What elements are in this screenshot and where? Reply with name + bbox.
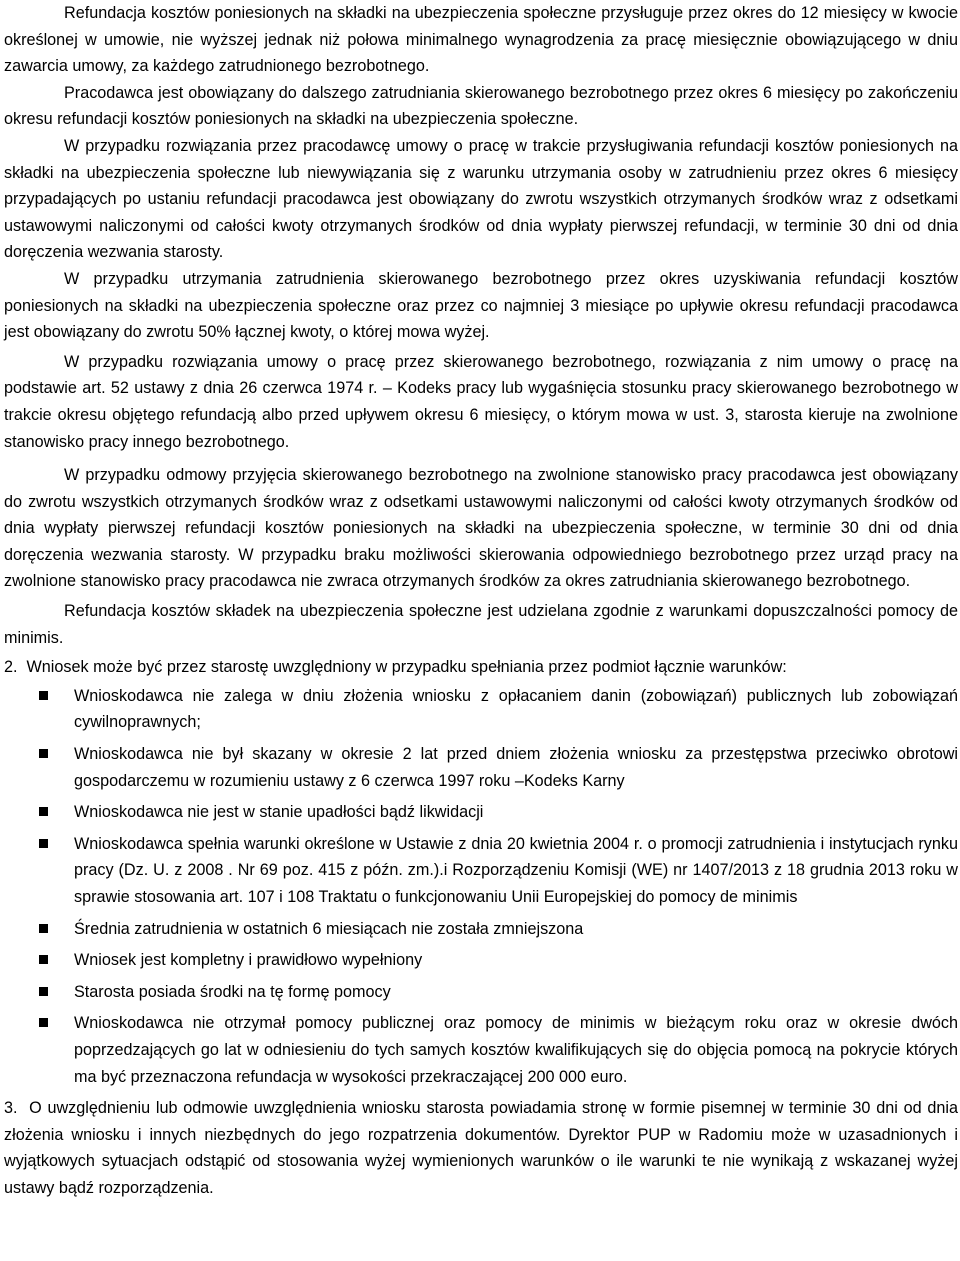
square-bullet-icon	[39, 955, 48, 964]
square-bullet-icon	[39, 1018, 48, 1027]
requirement-item	[4, 683, 958, 736]
requirement-item	[4, 799, 958, 826]
section-3	[4, 1095, 958, 1201]
requirement-text: Wnioskodawca spełnia warunki określone w Ustawie z dnia 20 kwietnia 2004 r. o promocji zatrudnienia i instytucjach rynku pracy (Dz. U. z 2008 . Nr 69 poz. 415 z późn. zm.).i Rozporządzeniu Komisji (WE) nr 1407/2013 z 18 grudnia 2013 roku w sprawie stosowania art. 107 i 108 Traktatu o funkcjonowaniu Unii Europejskiej do pomocy de minimis	[74, 834, 958, 906]
paragraph-partial-return: W przypadku utrzymania zatrudnienia skierowanego bezrobotnego przez okres uzyskiwania refundacji kosztów poniesionych na składki na ubezpieczenia społeczne oraz przez co najmniej 3 miesiące po upływie okresu refundacji pracodawca jest obowiązany do zwrotu 50% łącznej kwoty, o której mowa wyżej.	[4, 269, 958, 342]
requirement-item	[4, 979, 958, 1006]
requirement-text: Wnioskodawca nie otrzymał pomocy publicznej oraz pomocy de minimis w bieżącym roku oraz w okresie dwóch poprzedzających go lat w odniesieniu do tych samych kosztów kwalifikujących się do objęcia pomocą na pokrycie których ma być przeznaczona refundacja w wysokości przekraczającej 200 000 euro.	[74, 1014, 958, 1086]
paragraph-replacement: W przypadku rozwiązania umowy o pracę przez skierowanego bezrobotnego, rozwiązania z nim umowy o pracę na podstawie art. 52 ustawy z dnia 26 czerwca 1974 r. – Kodeks pracy lub wygaśnięcia stosunku pracy skierowanego bezrobotnego w trakcie okresu objętego refundacją albo przed upływem okresu 6 miesięcy, o którym mowa w ust. 3, starosta kieruje na zwolnione stanowisko pracy innego bezrobotnego.	[4, 352, 958, 451]
paragraph-refund-period: Refundacja kosztów poniesionych na składki na ubezpieczenia społeczne przysługuje przez okres do 12 miesięcy w kwocie określonej w umowie, nie wyższej jednak niż połowa minimalnego wynagrodzenia za pracę miesięcznie obowiązującego w dniu zawarcia umowy, za każdego zatrudnionego bezrobotnego.	[4, 4, 958, 76]
square-bullet-icon	[39, 839, 48, 848]
paragraph-employment-obligation: Pracodawca jest obowiązany do dalszego zatrudniania skierowanego bezrobotnego przez okres 6 miesięcy po zakończeniu okresu refundacji kosztów poniesionych na składki na ubezpieczenia społeczne.	[4, 83, 958, 129]
paragraph-de-minimis: Refundacja kosztów składek na ubezpieczenia społeczne jest udzielana zgodnie z warunkami dopuszczalności pomocy de minimis.	[4, 602, 958, 647]
requirement-item	[4, 947, 958, 974]
paragraph-termination-refund: W przypadku rozwiązania przez pracodawcę umowy o pracę w trakcie przysługiwania refundacji kosztów poniesionych na składki na ubezpieczenia społeczne lub niewywiązania się z warunku utrzymania osoby w zatrudnieniu przez okres 6 miesięcy przypadających po ustaniu refundacji pracodawca jest obowiązany do zwrotu wszystkich otrzymanych środków wraz z odsetkami ustawowymi naliczonymi od całości kwoty otrzymanych środków od dnia wypłaty pierwszej refundacji, w terminie 30 dni od dnia doręczenia wezwania starosty.	[4, 136, 958, 262]
requirement-text: Wnioskodawca nie był skazany w okresie 2 lat przed dniem złożenia wniosku za przestępstwa przeciwko obrotowi gospodarczemu w rozumieniu ustawy z 6 czerwca 1997 roku –Kodeks Karny	[74, 745, 958, 790]
requirement-text: Wniosek jest kompletny i prawidłowo wypełniony	[74, 951, 423, 970]
square-bullet-icon	[39, 691, 48, 700]
section-2-intro-text: Wniosek może być przez starostę uwzględniony w przypadku spełniania przez podmiot łącznie warunków:	[26, 658, 787, 677]
requirement-item	[4, 741, 958, 794]
section-2-number: 2.	[4, 658, 18, 677]
requirement-text: Starosta posiada środki na tę formę pomocy	[74, 982, 391, 1001]
square-bullet-icon	[39, 749, 48, 758]
requirement-item	[4, 831, 958, 911]
square-bullet-icon	[39, 987, 48, 996]
section-3-text: O uwzględnieniu lub odmowie uwzględnienia wniosku starosta powiadamia stronę w formie pisemnej w terminie 30 dni od dnia złożenia wniosku i innych niezbędnych do jego rozpatrzenia dokumentów. Dyrektor PUP w Radomiu może w uzasadnionych i wyjątkowych sytuacjach odstąpić od stosowania wyżej wymienionych warunków o ile warunki te nie wynikają z wskazanej wyżej ustawy bądź rozporządzenia.	[4, 1099, 958, 1197]
paragraph-refusal: W przypadku odmowy przyjęcia skierowanego bezrobotnego na zwolnione stanowisko pracy pracodawca jest obowiązany do zwrotu wszystkich otrzymanych środków wraz z odsetkami ustawowymi naliczonymi od całości kwoty otrzymanych środków od dnia wypłaty pierwszej refundacji kosztów poniesionych na składki na ubezpieczenia społeczne, w terminie 30 dni od dnia doręczenia wezwania starosty. W przypadku braku możliwości skierowania odpowiedniego bezrobotnego przez urząd pracy na zwolnione stanowisko pracy pracodawca nie zwraca otrzymanych środków za okres zatrudniania skierowanego bezrobotnego.	[4, 466, 958, 591]
requirement-item	[4, 916, 958, 943]
square-bullet-icon	[39, 924, 48, 933]
requirements-list	[4, 683, 958, 1090]
requirement-text: Średnia zatrudnienia w ostatnich 6 miesiącach nie została zmniejszona	[74, 919, 584, 938]
requirement-text: Wnioskodawca nie zalega w dniu złożenia wniosku z opłacaniem danin (zobowiązań) publicznych lub zobowiązań cywilnoprawnych;	[74, 686, 958, 732]
section-3-number: 3.	[4, 1099, 18, 1118]
section-2-intro	[4, 654, 958, 681]
requirement-item	[4, 1010, 958, 1090]
square-bullet-icon	[39, 807, 48, 816]
requirement-text: Wnioskodawca nie jest w stanie upadłości bądź likwidacji	[74, 803, 484, 822]
